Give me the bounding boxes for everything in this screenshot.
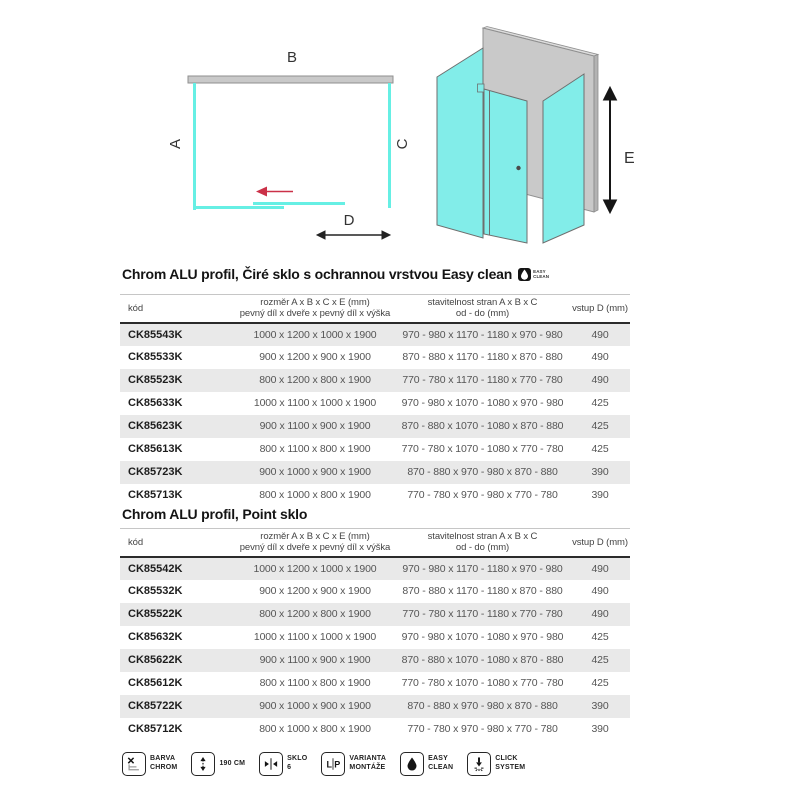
- click-system-icon: [467, 752, 491, 776]
- cell-kod: CK85522K: [128, 608, 183, 620]
- table-row: [120, 718, 630, 741]
- cell-vstup: 490: [591, 608, 609, 620]
- cell-vstup: 490: [591, 328, 609, 341]
- feature-click-system: [467, 752, 525, 776]
- cell-vstup: 390: [591, 466, 609, 478]
- cell-vstup: 390: [591, 723, 609, 735]
- table-row: [120, 649, 630, 672]
- glass-thickness-icon: [259, 752, 283, 776]
- feature-label-line1: EASY: [428, 755, 449, 763]
- cell-rozmer: 900 x 1000 x 900 x 1900: [259, 700, 371, 712]
- feature-label: [219, 760, 245, 769]
- cell-kod: CK85632K: [128, 631, 183, 643]
- open-direction-arrow: [256, 187, 293, 197]
- table-row: [120, 438, 630, 461]
- header-line: pevný díl x dveře x pevný díl x výška: [239, 308, 391, 320]
- section-title-text: Chrom ALU profil, Point sklo: [122, 506, 308, 522]
- table-row: [120, 415, 630, 438]
- easy-clean-badge: [518, 268, 549, 281]
- cell-rozmer: 1000 x 1100 x 1000 x 1900: [253, 631, 377, 643]
- spec-table-easy-clean: [120, 294, 630, 507]
- cell-rozmer: 1000 x 1200 x 1000 x 1900: [253, 328, 377, 341]
- svg-text:P: P: [334, 759, 341, 770]
- cell-kod: CK85713K: [128, 489, 183, 501]
- spec-table-point-sklo: [120, 528, 630, 741]
- cell-vstup: 490: [591, 351, 609, 363]
- feature-label: [495, 755, 525, 773]
- feature-label: [428, 755, 453, 773]
- badge-label-line2: CLEAN: [533, 274, 550, 279]
- table-row: [120, 695, 630, 718]
- feature-label-line1: CLICK: [495, 755, 518, 763]
- section-title-point-sklo: [122, 506, 307, 522]
- feature-label-line2: CHROM: [150, 764, 178, 771]
- perspective-diagram: [437, 27, 635, 244]
- cell-rozmer: 800 x 1100 x 800 x 1900: [259, 443, 371, 455]
- col-header-kod: kód: [128, 536, 144, 548]
- cell-stavitelnost: 970 - 980 x 1170 - 1180 x 970 - 980: [402, 562, 563, 575]
- table-row: [120, 461, 630, 484]
- cell-stavitelnost: 870 - 880 x 970 - 980 x 870 - 880: [407, 700, 558, 712]
- col-header-rozmer: [235, 529, 395, 557]
- table-header-row: [120, 295, 630, 323]
- table-header-row: [120, 529, 630, 557]
- cell-vstup: 490: [591, 585, 609, 597]
- mount-variant-icon: [321, 752, 345, 776]
- cell-rozmer: 1000 x 1200 x 1000 x 1900: [253, 562, 377, 575]
- cell-vstup: 425: [591, 397, 609, 409]
- cell-kod: CK85523K: [128, 374, 183, 386]
- label-side-c: C: [394, 138, 411, 150]
- feature-label: [150, 755, 177, 773]
- cell-kod: CK85612K: [128, 677, 183, 689]
- label-side-b: B: [286, 49, 298, 66]
- cell-vstup: 425: [591, 677, 609, 689]
- cell-rozmer: 900 x 1100 x 900 x 1900: [259, 654, 371, 666]
- cell-stavitelnost: 770 - 780 x 1070 - 1080 x 770 - 780: [401, 677, 564, 689]
- table-row: [120, 346, 630, 369]
- cell-rozmer: 1000 x 1100 x 1000 x 1900: [253, 397, 377, 409]
- cell-vstup: 425: [591, 654, 609, 666]
- label-side-a: A: [167, 138, 184, 150]
- cell-kod: CK85722K: [128, 700, 183, 712]
- front-glass-door: [484, 89, 527, 243]
- feature-label-line2: SYSTEM: [495, 764, 526, 771]
- cell-kod: CK85533K: [128, 351, 183, 363]
- cell-kod: CK85543K: [128, 328, 183, 341]
- chrome-color-icon: [122, 752, 146, 776]
- cell-rozmer: 800 x 1200 x 800 x 1900: [259, 608, 371, 620]
- table-row: [120, 392, 630, 415]
- left-glass-panel: [437, 48, 483, 238]
- feature-height-190: [191, 752, 245, 776]
- cell-kod: CK85723K: [128, 466, 183, 478]
- top-view-diagram: [167, 49, 411, 239]
- diagrams-canvas: [0, 0, 800, 265]
- cell-stavitelnost: 970 - 980 x 1170 - 1180 x 970 - 980: [402, 328, 563, 341]
- height-arrow: [604, 87, 617, 213]
- cell-stavitelnost: 770 - 780 x 1170 - 1180 x 770 - 780: [402, 374, 563, 386]
- cell-kod: CK85633K: [128, 397, 183, 409]
- svg-text:L: L: [326, 759, 333, 770]
- cell-rozmer: 800 x 1000 x 800 x 1900: [259, 489, 371, 501]
- table-row: [120, 484, 630, 507]
- entry-width-arrow: [317, 231, 390, 239]
- feature-pictograms: [122, 752, 525, 776]
- feature-barva-chrom: [122, 752, 177, 776]
- cell-stavitelnost: 770 - 780 x 1170 - 1180 x 770 - 780: [402, 608, 563, 620]
- cell-stavitelnost: 870 - 880 x 1070 - 1080 x 870 - 880: [401, 654, 564, 666]
- header-line: od - do (mm): [455, 542, 510, 554]
- col-header-rozmer: [235, 295, 395, 323]
- feature-label: [349, 755, 386, 773]
- section-title-text: Chrom ALU profil, Čiré sklo s ochrannou vrstvou Easy clean: [122, 266, 513, 282]
- cell-rozmer: 800 x 1000 x 800 x 1900: [259, 723, 371, 735]
- header-line: rozměr A x B x C x E (mm): [260, 530, 370, 542]
- feature-varianta-montaze: [321, 752, 386, 776]
- feature-label-line1: BARVA: [150, 755, 176, 763]
- cell-stavitelnost: 870 - 880 x 1170 - 1180 x 870 - 880: [402, 351, 563, 363]
- col-header-vstup: vstup D (mm): [572, 302, 628, 314]
- easy-clean-badge-label: [533, 269, 549, 280]
- header-line: rozměr A x B x C x E (mm): [260, 296, 370, 308]
- easy-clean-drop-icon: [518, 268, 531, 281]
- cell-rozmer: 800 x 1100 x 800 x 1900: [259, 677, 371, 689]
- header-line: stavitelnost stran A x B x C: [427, 530, 538, 542]
- easy-clean-icon: [400, 752, 424, 776]
- cell-vstup: 425: [591, 631, 609, 643]
- cell-kod: CK85623K: [128, 420, 183, 432]
- cell-vstup: 490: [591, 374, 609, 386]
- header-line: od - do (mm): [455, 308, 510, 320]
- cell-kod: CK85712K: [128, 723, 183, 735]
- feature-label-line2: 6: [287, 764, 292, 771]
- label-height-e: E: [624, 150, 635, 167]
- cell-vstup: 425: [591, 420, 609, 432]
- header-line: pevný díl x dveře x pevný díl x výška: [239, 542, 391, 554]
- feature-label-line1: 190 CM: [219, 759, 246, 767]
- feature-sklo-6: [259, 752, 307, 776]
- cell-stavitelnost: 870 - 880 x 1070 - 1080 x 870 - 880: [401, 420, 564, 432]
- col-header-stavitelnost: [395, 529, 570, 557]
- cell-kod: CK85613K: [128, 443, 183, 455]
- cell-stavitelnost: 770 - 780 x 970 - 980 x 770 - 780: [407, 723, 558, 735]
- feature-label: [287, 755, 307, 773]
- cell-rozmer: 900 x 1100 x 900 x 1900: [259, 420, 371, 432]
- back-wall-side-edge: [594, 55, 598, 213]
- table-row: [120, 557, 630, 580]
- cell-kod: CK85622K: [128, 654, 183, 666]
- cell-rozmer: 800 x 1200 x 800 x 1900: [259, 374, 371, 386]
- cell-vstup: 490: [591, 562, 609, 575]
- section-title-easy-clean: [122, 266, 549, 282]
- cell-rozmer: 900 x 1200 x 900 x 1900: [259, 351, 371, 363]
- cell-stavitelnost: 770 - 780 x 1070 - 1080 x 770 - 780: [401, 443, 564, 455]
- cell-rozmer: 900 x 1200 x 900 x 1900: [259, 585, 371, 597]
- cell-stavitelnost: 770 - 780 x 970 - 980 x 770 - 780: [407, 489, 558, 501]
- feature-label-line1: SKLO: [287, 755, 308, 763]
- cell-stavitelnost: 870 - 880 x 970 - 980 x 870 - 880: [407, 466, 558, 478]
- feature-easy-clean: [400, 752, 453, 776]
- cell-vstup: 425: [591, 443, 609, 455]
- height-icon: [191, 752, 215, 776]
- door-handle: [516, 166, 520, 170]
- wall-bar: [188, 76, 393, 83]
- right-glass-panel: [543, 74, 584, 243]
- header-line: stavitelnost stran A x B x C: [427, 296, 538, 308]
- feature-label-line1: VARIANTA: [349, 755, 387, 763]
- col-header-kod: kód: [128, 302, 144, 314]
- table-row: [120, 626, 630, 649]
- feature-label-line2: MONTÁŽE: [349, 764, 386, 771]
- table-row: [120, 672, 630, 695]
- table-row: [120, 323, 630, 346]
- col-header-stavitelnost: [395, 295, 570, 323]
- table-row: [120, 580, 630, 603]
- profile-connector: [478, 84, 485, 92]
- badge-label-line1: EASY: [533, 268, 546, 274]
- cell-rozmer: 900 x 1000 x 900 x 1900: [259, 466, 371, 478]
- cell-vstup: 390: [591, 700, 609, 712]
- cell-stavitelnost: 970 - 980 x 1070 - 1080 x 970 - 980: [401, 631, 564, 643]
- cell-vstup: 390: [591, 489, 609, 501]
- label-entry-d: D: [343, 212, 355, 229]
- col-header-vstup: vstup D (mm): [572, 536, 628, 548]
- cell-stavitelnost: 970 - 980 x 1070 - 1080 x 970 - 980: [401, 397, 564, 409]
- cell-stavitelnost: 870 - 880 x 1170 - 1180 x 870 - 880: [402, 585, 563, 597]
- cell-kod: CK85542K: [128, 562, 183, 575]
- cell-kod: CK85532K: [128, 585, 183, 597]
- table-row: [120, 603, 630, 626]
- table-row: [120, 369, 630, 392]
- feature-label-line2: CLEAN: [428, 764, 454, 771]
